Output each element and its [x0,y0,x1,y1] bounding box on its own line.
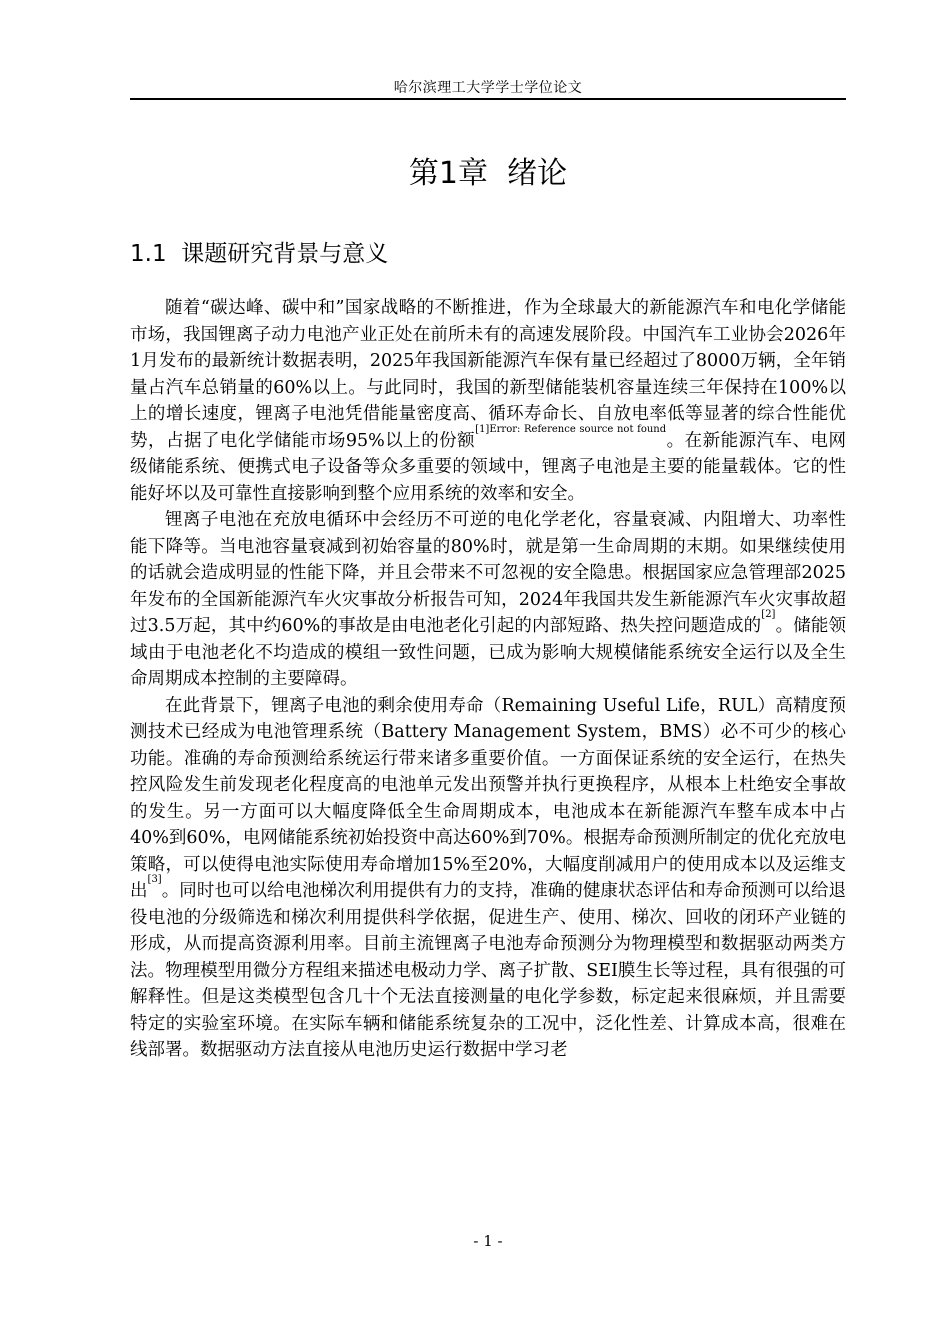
citation-3: [3] [147,874,162,886]
chapter-title: 第1章 绪论 [408,156,568,191]
running-header: 哈尔滨理工大学学士学位论文 [393,80,583,96]
paragraph-1-text-a: 随着“碳达峰、碳中和”国家战略的不断推进，作为全球最大的新能源汽车和电化学储能市场，我国锂离子动力电池产业正处在前所未有的高速发展阶段。中国汽车工业协会2026年1月发布的最新统计数据表明，2025年我国新能源汽车保有量已经超过了8000万辆，全年销量占汽车总销量的60%以上。与此同时，我国的新型储能装机容量连续三年保持在100%以上的增长速度，锂离子电池凭借能量密度高、循环寿命长、自放电率低等显著的综合性能优势，占据了电化学储能市场95%以上的份额 [130,298,846,451]
paragraph-3-text-b: 。同时也可以给电池梯次利用提供有力的支持，准确的健康状态评估和寿命预测可以给退役电池的分级筛选和梯次利用提供科学依据，促进生产、使用、梯次、回收的闭环产业链的形成，从而提高资源利用率。目前主流锂离子电池寿命预测分为物理模型和数据驱动两类方法。物理模型用微分方程组来描述电极动力学、离子扩散、SEI膜生长等过程，具有很强的可解释性。但是这类模型包含几十个无法直接测量的电化学参数，标定起来很麻烦，并且需要特定的实验室环境。在实际车辆和储能系统复杂的工况中，泛化性差、计算成本高，很难在线部署。数据驱动方法直接从电池历史运行数据中学习老 [130,881,846,1060]
paragraph-1-text-b: 。在新能源汽车、电网级储能系统、便携式电子设备等众多重要的领域中，锂离子电池是主要的能量载体。它的性能好坏以及可靠性直接影响到整个应用系统的效率和安全。 [130,430,847,504]
paragraph-3 [130,693,846,1064]
citation-1: [1]Error: Reference source not found [475,423,667,435]
paragraph-2-text-b: 。储能领域由于电池老化不均造成的模组一致性问题，已成为影响大规模储能系统安全运行以及全生命周期成本控制的主要障碍。 [130,616,847,689]
paragraph-2 [130,507,846,693]
citation-2: [2] [761,609,776,621]
section-title: 1.1 课题研究背景与意义 [130,241,389,267]
header-rule [130,98,846,100]
paragraph-3-text-a: 在此背景下，锂离子电池的剩余使用寿命（Remaining Useful Life，RUL）高精度预测技术已经成为电池管理系统（Battery Management System，BMS）必不可少的核心功能。准确的寿命预测给系统运行带来诸多重要价值。一方面保证系统的安全运行，在热失控风险发生前发现老化程度高的电池单元发出预警并执行更换程序，从根本上杜绝安全事故的发生。另一方面可以大幅度降低全生命周期成本，电池成本在新能源汽车整车成本中占40%到60%，电网储能系统初始投资中高达60%到70%。根据寿命预测所制定的优化充放电策略，可以使得电池实际使用寿命增加15%至20%，大幅度削减用户的使用成本以及运维支出 [130,695,846,901]
page-number: - 1 - [473,1232,503,1250]
paragraph-2-text-a: 锂离子电池在充放电循环中会经历不可逆的电化学老化，容量衰减、内阻增大、功率性能下降等。当电池容量衰减到初始容量的80%时，就是第一生命周期的末期。如果继续使用的话就会造成明显的性能下降，并且会带来不可忽视的安全隐患。根据国家应急管理部2025年发布的全国新能源汽车火灾事故分析报告可知，2024年我国共发生新能源汽车火灾事故超过3.5万起，其中约60%的事故是由电池老化引起的内部短路、热失控问题造成的 [130,510,846,636]
body-text [130,295,846,1064]
paragraph-1 [130,295,846,507]
